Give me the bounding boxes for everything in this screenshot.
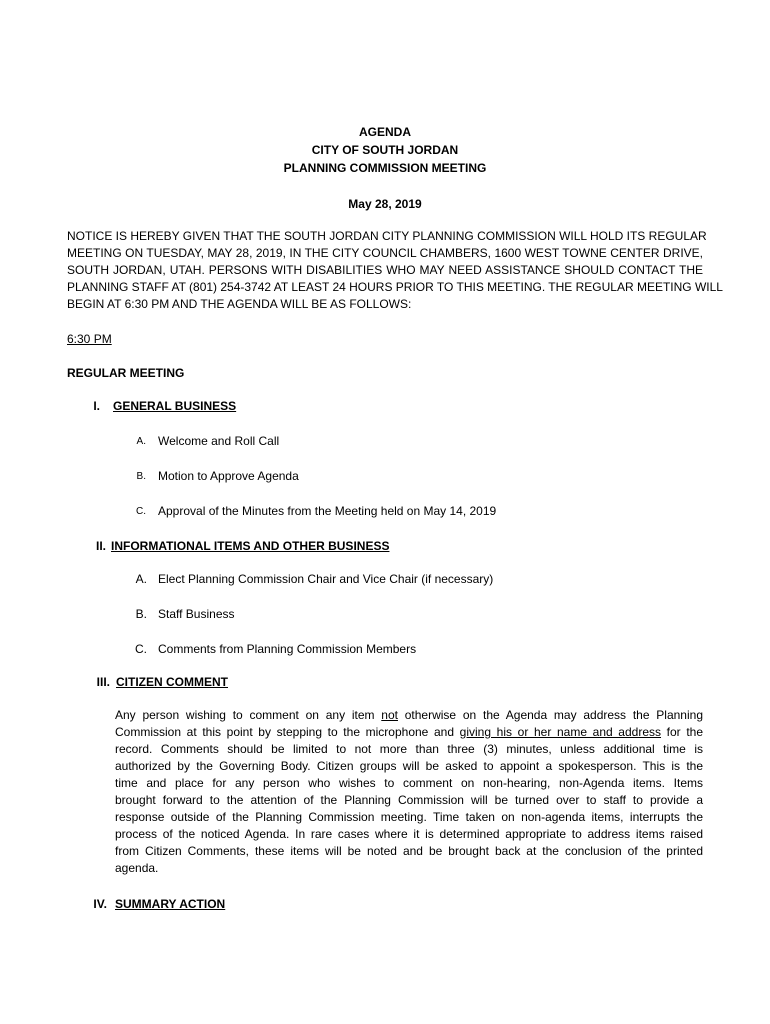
meeting-name: PLANNING COMMISSION MEETING bbox=[283, 161, 487, 175]
notice-line: BEGIN AT 6:30 PM AND THE AGENDA WILL BE AS FOLLOWS: bbox=[67, 297, 412, 311]
agenda-item: Staff Business bbox=[158, 607, 235, 621]
citizen-comment-line: authorized by the Governing Body. Citizen groups will be asked to appoint a spokesperson. This is the bbox=[115, 759, 703, 773]
citizen-comment-line: record. Comments should be limited to not more than three (3) minutes, unless additional time is bbox=[115, 742, 703, 756]
agenda-item: Elect Planning Commission Chair and Vice Chair (if necessary) bbox=[158, 572, 494, 586]
meeting-time: 6:30 PM bbox=[67, 332, 112, 346]
notice-line: SOUTH JORDAN, UTAH. PERSONS WITH DISABILITIES WHO MAY NEED ASSISTANCE SHOULD CONTACT THE bbox=[67, 263, 703, 277]
notice-line: PLANNING STAFF AT (801) 254-3742 AT LEAST 24 HOURS PRIOR TO THIS MEETING. THE REGULAR MEETING WILL bbox=[67, 280, 723, 294]
section-title: INFORMATIONAL ITEMS AND OTHER BUSINESS bbox=[111, 539, 390, 553]
section-numeral: I. bbox=[93, 399, 100, 413]
citizen-comment-line: time and place for any person who wishes to comment on non-hearing, non-Agenda items. Items bbox=[115, 776, 703, 790]
agenda-title: AGENDA bbox=[358, 125, 411, 139]
regular-meeting-heading: REGULAR MEETING bbox=[67, 366, 185, 380]
item-letter: A. bbox=[136, 436, 146, 447]
agenda-item: Welcome and Roll Call bbox=[158, 434, 280, 448]
section-numeral: II. bbox=[95, 539, 106, 553]
section-title: CITIZEN COMMENT bbox=[116, 675, 228, 689]
agenda-item: Approval of the Minutes from the Meeting held on May 14, 2019 bbox=[158, 504, 497, 518]
item-letter: C. bbox=[136, 506, 146, 517]
item-letter: B. bbox=[135, 607, 147, 621]
agenda-item: Comments from Planning Commission Members bbox=[158, 642, 417, 656]
notice-line: MEETING ON TUESDAY, MAY 28, 2019, IN THE CITY COUNCIL CHAMBERS, 1600 WEST TOWNE CENTER DRIVE, bbox=[67, 246, 703, 260]
agenda-item: Motion to Approve Agenda bbox=[158, 469, 299, 483]
notice-line: NOTICE IS HEREBY GIVEN THAT THE SOUTH JORDAN CITY PLANNING COMMISSION WILL HOLD ITS REGULAR bbox=[67, 229, 707, 243]
item-letter: C. bbox=[135, 642, 147, 656]
citizen-comment-line: Commission at this point by stepping to the microphone and giving his or her name and address for the bbox=[115, 725, 703, 739]
city-name: CITY OF SOUTH JORDAN bbox=[311, 143, 459, 157]
meeting-date: May 28, 2019 bbox=[348, 197, 422, 211]
citizen-comment-line: process of the noticed Agenda. In rare cases where it is determined appropriate to address items raised bbox=[115, 827, 703, 841]
section-title: SUMMARY ACTION bbox=[115, 897, 226, 911]
citizen-comment-line: response outside of the Planning Commission meeting. Time taken on non-agenda items, interrupts the bbox=[115, 810, 703, 824]
citizen-comment-line: Any person wishing to comment on any item not otherwise on the Agenda may address the Planning bbox=[115, 708, 703, 722]
item-letter: A. bbox=[135, 572, 147, 586]
citizen-comment-line: from Citizen Comments, these items will be noted and be brought back at the conclusion of the printed bbox=[115, 844, 703, 858]
section-numeral: IV. bbox=[93, 897, 107, 911]
item-letter: B. bbox=[136, 471, 146, 482]
section-numeral: III. bbox=[96, 675, 110, 689]
citizen-comment-line: brought forward to the attention of the Planning Commission will be turned over to staff to provide a bbox=[115, 793, 703, 807]
section-title: GENERAL BUSINESS bbox=[113, 399, 237, 413]
citizen-comment-line: agenda. bbox=[115, 861, 159, 875]
